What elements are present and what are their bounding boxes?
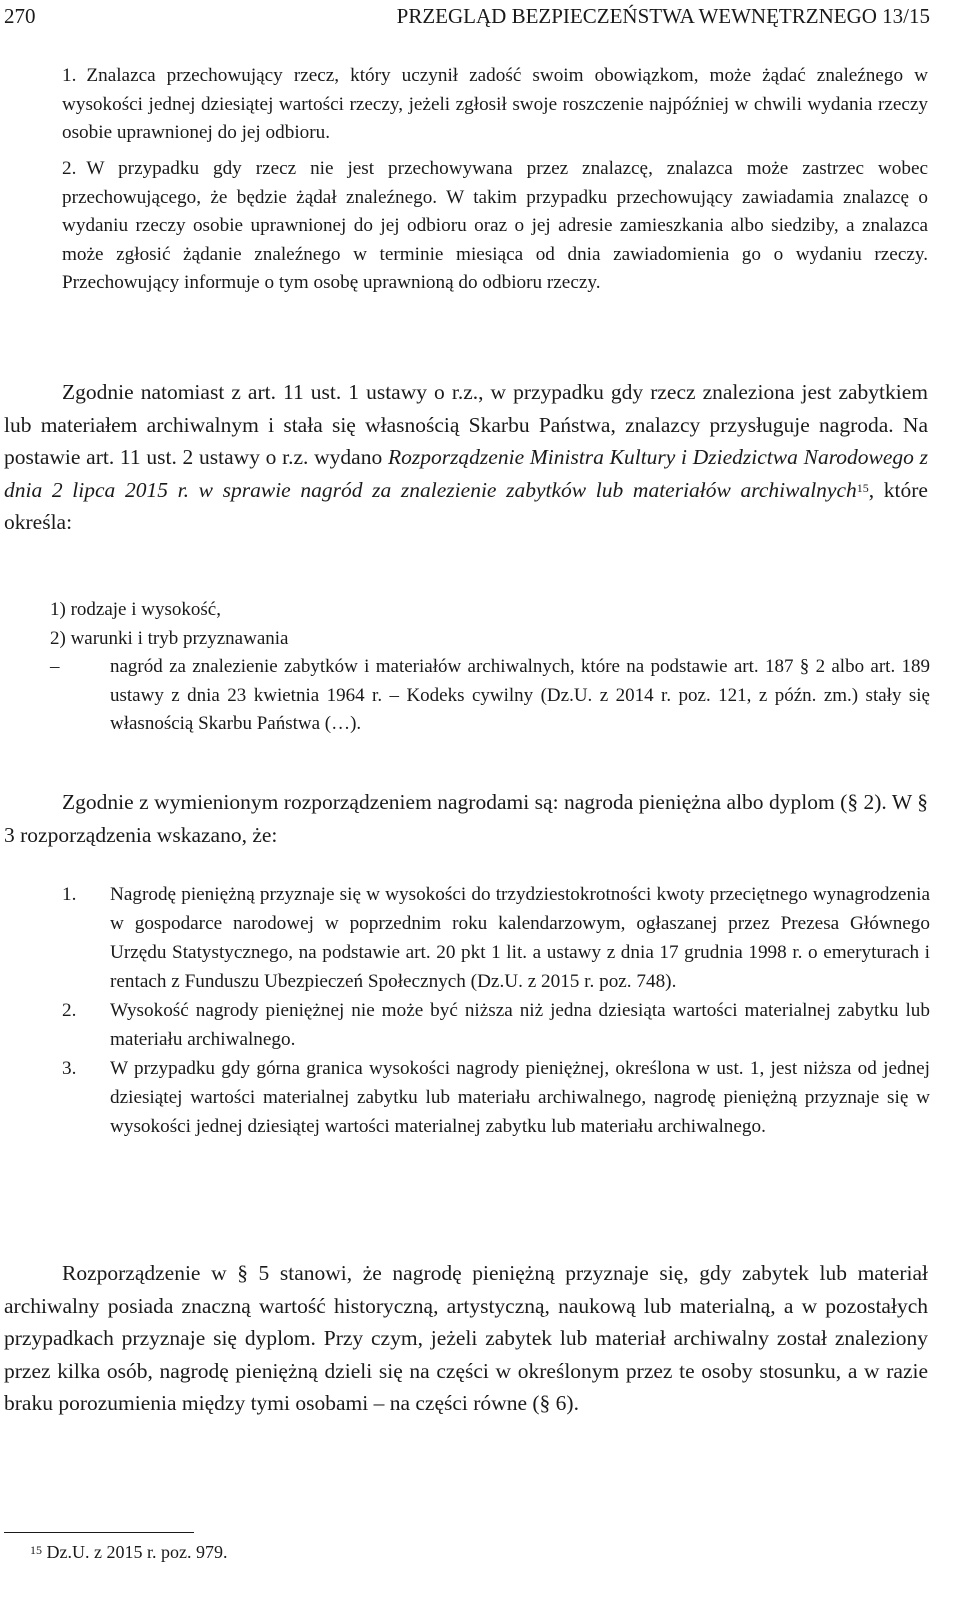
scope-item-1: 1) rodzaje i wysokość, [50, 599, 221, 620]
quote-item-1-text: Znalazca przechowujący rzecz, który uczynił zadość swoim obowiązkom, może żądać znaleźnego w wysokości jednej dziesiątej wartości rzeczy, jeżeli zgłosił swoje roszczenie najpóźniej w chwili wydania rzeczy osobie uprawnionej do jej odbioru. [62, 65, 928, 144]
quote-item-2 [62, 155, 928, 298]
page-number: 270 [4, 4, 36, 28]
section-3-item [62, 996, 930, 1054]
section-3-item-text: Nagrodę pieniężną przyznaje się w wysokości do trzydziestokrotności kwoty przeciętnego wynagrodzenia w gospodarce narodowej w poprzednim roku kalendarzowym, ogłaszanej przez Prezesa Głównego Urzędu Statystycznego, na podstawie art. 20 pkt 1 lit. a ustawy z dnia 17 grudnia 1998 r. o emeryturach i rentach z Funduszu Ubezpieczeń Społecznych (Dz.U. z 2015 r. poz. 748). [110, 884, 930, 992]
regulation-scope-list [50, 596, 930, 739]
section-3-list [62, 880, 930, 1141]
paragraph-regulation-text-a: Zgodnie natomiast z art. 11 ust. 1 ustawy o r.z., w przypadku gdy rzecz znaleziona jest zabytkiem lub materiałem archiwalnym i stała się własnością Skarbu Państwa, znalazcy przysługuje nagroda. Na postawie art. 11 ust. 2 ustawy o r.z. wydano [4, 380, 928, 469]
section-3-item-number: 2. [62, 1000, 77, 1021]
quote-item-1-number: 1. [62, 65, 77, 86]
paragraph-section-5-text: Rozporządzenie w § 5 stanowi, że nagrodę pieniężną przyznaje się, gdy zabytek lub materiał archiwalny posiada znaczną wartość historyczną, artystyczną, naukową lub materialną, a w pozostałych przypadkach przyznaje się dyplom. Przy czym, jeżeli zabytek lub materiał archiwalny został znaleziony przez kilka osób, nagrodę pieniężną dzieli się na części w określonym przez te osoby stosunku, a w razie braku porozumienia między tymi osobami – na części równe (§ 6). [4, 1261, 928, 1415]
section-3-item-text: Wysokość nagrody pieniężnej nie może być niższa niż jedna dziesiąta wartości materialnej zabytku lub materiału archiwalnego. [110, 1000, 930, 1050]
journal-title: PRZEGLĄD BEZPIECZEŃSTWA WEWNĘTRZNEGO 13/15 [396, 4, 930, 28]
quote-item-2-text: W przypadku gdy rzecz nie jest przechowywana przez znalazcę, znalazca może zastrzec wobec przechowującego, że będzie żądał znaleźnego. W takim przypadku przechowujący zawiadamia znalazcę o wydaniu rzeczy osobie uprawnionej do jej odbioru oraz o jej adresie zamieszkania albo siedziby, a znalazca może zgłosić żądanie znaleźnego w terminie miesiąca od dnia zawiadomienia go o wydaniu rzeczy. Przechowujący informuje o tym osobę uprawnioną do odbioru rzeczy. [62, 158, 928, 294]
paragraph-regulation [4, 376, 928, 539]
section-3-item [62, 1054, 930, 1141]
quote-item-1 [62, 62, 928, 148]
scope-item-2: 2) warunki i tryb przyznawania [50, 627, 289, 649]
dash-marker: – [50, 656, 60, 677]
section-3-item [62, 880, 930, 996]
paragraph-awards-text: Zgodnie z wymienionym rozporządzeniem nagrodami są: nagroda pieniężna albo dyplom (§ 2). W § 3 rozporządzenia wskazano, że: [4, 790, 928, 847]
footnote [30, 1540, 227, 1564]
footnote-number: 15 [30, 1543, 42, 1557]
running-header [4, 4, 930, 34]
paragraph-awards [4, 786, 928, 851]
regulation-title: Rozporządzenie Ministra Kultury i Dziedzictwa Narodowego z dnia 2 lipca 2015 r. w sprawie nagród za znalezienie zabytków lub materiałów archiwalnych [4, 445, 928, 502]
scope-dash-text: nagród za znalezienie zabytków i materiałów archiwalnych, które na podstawie art. 187 § 2 albo art. 189 ustawy z dnia 23 kwietnia 1964 r. – Kodeks cywilny (Dz.U. z 2014 r. poz. 121, z późn. zm.) stały się własnością Skarbu Państwa (…). [110, 656, 930, 734]
footnote-divider [4, 1532, 194, 1533]
footnote-ref[interactable]: 15 [856, 480, 869, 495]
section-3-item-text: W przypadku gdy górna granica wysokości nagrody pieniężnej, określona w ust. 1, jest niższa od jednej dziesiątej wartości materialnej zabytku lub materiału archiwalnego, nagrodę pieniężną przyznaje się w wysokości jednej dziesiątej wartości materialnej zabytku lub materiału archiwalnego. [110, 1058, 930, 1137]
paragraph-regulation-text-b: , które określa: [4, 477, 928, 534]
paragraph-section-5 [4, 1257, 928, 1420]
section-3-item-number: 1. [62, 884, 77, 905]
footnote-text: Dz.U. z 2015 r. poz. 979. [46, 1542, 228, 1562]
scope-dash-item [50, 653, 930, 739]
section-3-item-number: 3. [62, 1058, 77, 1079]
quote-item-2-number: 2. [62, 158, 77, 179]
